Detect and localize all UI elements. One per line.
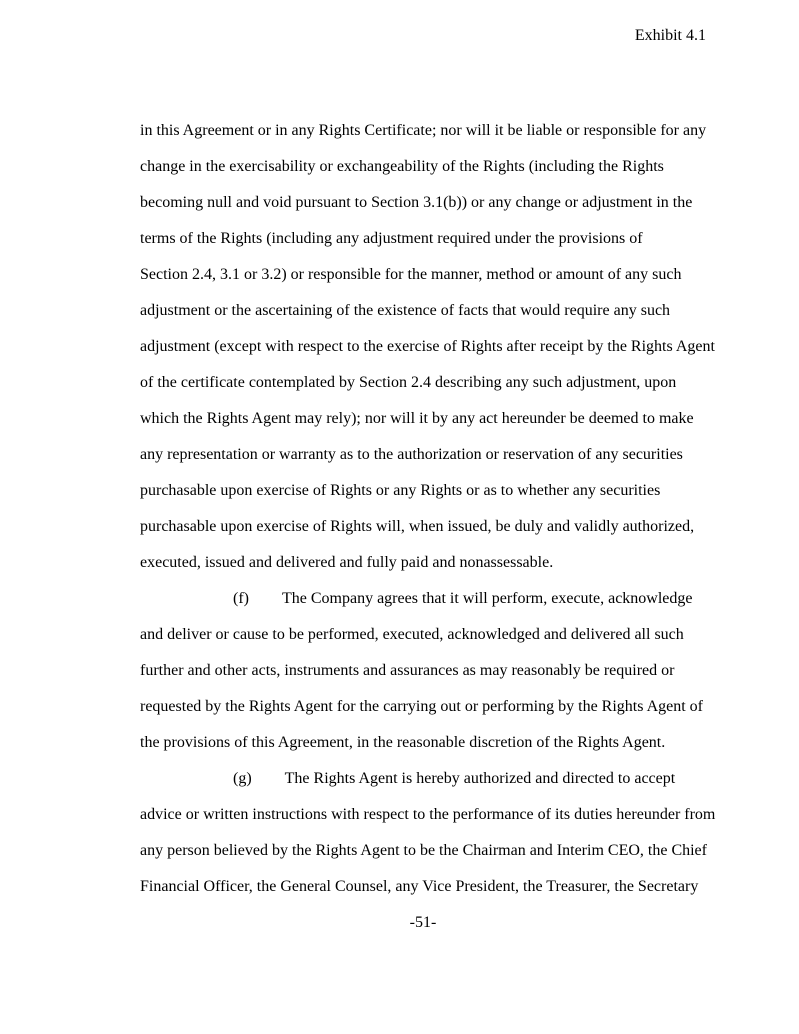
- paragraph-line: further and other acts, instruments and assurances as may reasonably be required or: [140, 662, 675, 679]
- paragraph-line: executed, issued and delivered and fully paid and nonassessable.: [140, 554, 554, 571]
- paragraph-g-first-line: [140, 761, 706, 797]
- paragraph-line: requested by the Rights Agent for the carrying out or performing by the Rights Agent of: [140, 698, 703, 715]
- exhibit-label: Exhibit 4.1: [634, 27, 706, 44]
- paragraph-line: becoming null and void pursuant to Section 3.1(b)) or any change or adjustment in the: [140, 194, 693, 211]
- paragraph-line: terms of the Rights (including any adjustment required under the provisions of: [140, 230, 643, 247]
- paragraph-line: change in the exercisability or exchangeability of the Rights (including the Rights: [140, 158, 664, 175]
- document-body: [140, 113, 716, 941]
- paragraph-line: Section 2.4, 3.1 or 3.2) or responsible for the manner, method or amount of any such: [140, 266, 682, 283]
- paragraph-line: purchasable upon exercise of Rights will, when issued, be duly and validly authorized,: [140, 518, 695, 535]
- paragraph-line: any representation or warranty as to the authorization or reservation of any securities: [140, 446, 683, 463]
- paragraph-line: and deliver or cause to be performed, executed, acknowledged and delivered all such: [140, 626, 684, 643]
- page-number: -51-: [409, 914, 437, 931]
- paragraph-line: advice or written instructions with respect to the performance of its duties hereunder from: [140, 806, 716, 823]
- paragraph-g-text: The Rights Agent is hereby authorized and directed to accept: [284, 770, 676, 787]
- paragraph-line: Financial Officer, the General Counsel, any Vice President, the Treasurer, the Secretary: [140, 878, 699, 895]
- paragraph-line: purchasable upon exercise of Rights or any Rights or as to whether any securities: [140, 482, 661, 499]
- paragraph-line: the provisions of this Agreement, in the reasonable discretion of the Rights Agent.: [140, 734, 666, 751]
- paragraph-f-first-line: [140, 581, 706, 617]
- paragraph-g-label: (g): [233, 770, 252, 787]
- paragraph-line: any person believed by the Rights Agent to be the Chairman and Interim CEO, the Chief: [140, 842, 707, 859]
- paragraph-line: in this Agreement or in any Rights Certificate; nor will it be liable or responsible for any: [140, 122, 707, 139]
- paragraph-f-text: The Company agrees that it will perform, execute, acknowledge: [281, 590, 693, 607]
- paragraph-line: which the Rights Agent may rely); nor will it by any act hereunder be deemed to make: [140, 410, 694, 427]
- paragraph-line: of the certificate contemplated by Section 2.4 describing any such adjustment, upon: [140, 374, 677, 391]
- paragraph-f-label: (f): [233, 590, 249, 607]
- paragraph-line: adjustment (except with respect to the exercise of Rights after receipt by the Rights Agent: [140, 338, 715, 355]
- paragraph-line: adjustment or the ascertaining of the existence of facts that would require any such: [140, 302, 671, 319]
